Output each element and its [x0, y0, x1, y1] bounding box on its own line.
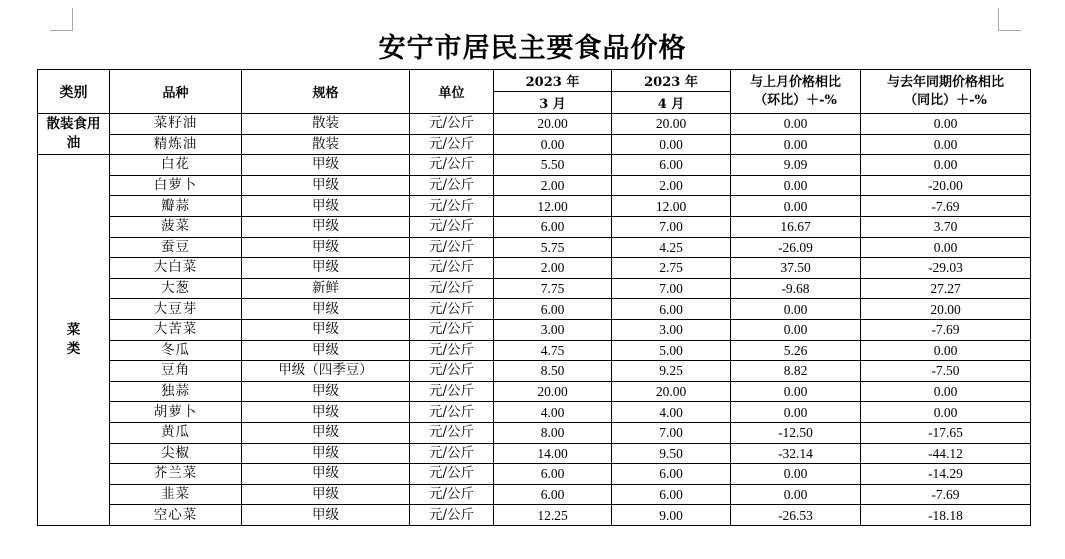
- variety-cell: 尖椒: [110, 443, 242, 464]
- yoy-change-cell: -20.00: [861, 175, 1031, 196]
- table-row: [38, 340, 1031, 361]
- yoy-change-cell: -7.50: [861, 361, 1031, 382]
- april-price-cell: 6.00: [612, 299, 731, 320]
- spec-cell: 甲级: [242, 258, 410, 279]
- yoy-change-cell: 0.00: [861, 237, 1031, 258]
- mom-change-cell: -26.09: [731, 237, 861, 258]
- unit-cell: 元/公斤: [410, 155, 494, 176]
- category-label-line2: 类: [66, 341, 81, 358]
- table-row: [38, 422, 1031, 443]
- march-price-cell: 6.00: [494, 464, 612, 485]
- unit-cell: 元/公斤: [410, 381, 494, 402]
- march-price-cell: 8.50: [494, 361, 612, 382]
- march-price-cell: 0.00: [494, 134, 612, 155]
- mom-change-cell: 0.00: [731, 175, 861, 196]
- march-price-cell: 12.00: [494, 196, 612, 217]
- variety-cell: 白萝卜: [110, 175, 242, 196]
- april-price-cell: 4.00: [612, 402, 731, 423]
- march-price-cell: 6.00: [494, 484, 612, 505]
- variety-cell: 豆角: [110, 361, 242, 382]
- table-row: [38, 443, 1031, 464]
- yoy-change-cell: -7.69: [861, 484, 1031, 505]
- yoy-change-cell: 0.00: [861, 134, 1031, 155]
- price-table: [37, 69, 1031, 526]
- april-price-cell: 7.00: [612, 422, 731, 443]
- unit-cell: 元/公斤: [410, 299, 494, 320]
- yoy-change-cell: 0.00: [861, 155, 1031, 176]
- march-price-cell: 2.00: [494, 175, 612, 196]
- variety-cell: 白花: [110, 155, 242, 176]
- table-row: [38, 299, 1031, 320]
- spec-cell: 甲级: [242, 299, 410, 320]
- april-price-cell: 6.00: [612, 155, 731, 176]
- header-mom-line1: 与上月价格相比: [749, 74, 841, 90]
- spec-cell: 甲级: [242, 155, 410, 176]
- table-row: [38, 134, 1031, 155]
- table-row: [38, 319, 1031, 340]
- april-price-cell: 20.00: [612, 114, 731, 135]
- unit-cell: 元/公斤: [410, 505, 494, 526]
- variety-cell: 独蒜: [110, 381, 242, 402]
- mom-change-cell: 9.09: [731, 155, 861, 176]
- spec-cell: 甲级: [242, 175, 410, 196]
- table-row: [38, 175, 1031, 196]
- unit-cell: 元/公斤: [410, 216, 494, 237]
- unit-cell: 元/公斤: [410, 114, 494, 135]
- mom-change-cell: 5.26: [731, 340, 861, 361]
- variety-cell: 大豆芽: [110, 299, 242, 320]
- yoy-change-cell: -14.29: [861, 464, 1031, 485]
- variety-cell: 黄瓜: [110, 422, 242, 443]
- spec-cell: 散装: [242, 114, 410, 135]
- april-price-cell: 5.00: [612, 340, 731, 361]
- unit-cell: 元/公斤: [410, 134, 494, 155]
- mom-change-cell: 8.82: [731, 361, 861, 382]
- table-row: [38, 258, 1031, 279]
- march-price-cell: 5.50: [494, 155, 612, 176]
- header-yoy-line1: 与去年同期价格相比: [886, 74, 1004, 90]
- header-unit: 单位: [410, 70, 494, 114]
- variety-cell: 大苦菜: [110, 319, 242, 340]
- header-mom-line2: （环比）＋-%: [754, 92, 837, 108]
- march-price-cell: 12.25: [494, 505, 612, 526]
- april-price-cell: 9.50: [612, 443, 731, 464]
- header-year-march: 2023 年: [494, 70, 612, 92]
- march-price-cell: 6.00: [494, 216, 612, 237]
- table-row: [38, 381, 1031, 402]
- mom-change-cell: -26.53: [731, 505, 861, 526]
- header-variety: 品种: [110, 70, 242, 114]
- table-row: [38, 505, 1031, 526]
- march-price-cell: 4.75: [494, 340, 612, 361]
- unit-cell: 元/公斤: [410, 237, 494, 258]
- march-price-cell: 6.00: [494, 299, 612, 320]
- variety-cell: 芥兰菜: [110, 464, 242, 485]
- mom-change-cell: 0.00: [731, 319, 861, 340]
- yoy-change-cell: 0.00: [861, 114, 1031, 135]
- unit-cell: 元/公斤: [410, 422, 494, 443]
- table-row: [38, 402, 1031, 423]
- spec-cell: 甲级: [242, 422, 410, 443]
- unit-cell: 元/公斤: [410, 464, 494, 485]
- crop-mark-top-right: [998, 8, 1021, 31]
- spec-cell: 甲级: [242, 505, 410, 526]
- category-label-line1: 散装食用: [46, 116, 101, 133]
- variety-cell: 菜籽油: [110, 114, 242, 135]
- spec-cell: 甲级: [242, 484, 410, 505]
- variety-cell: 大葱: [110, 278, 242, 299]
- table-row: [38, 484, 1031, 505]
- april-price-cell: 2.75: [612, 258, 731, 279]
- variety-cell: 冬瓜: [110, 340, 242, 361]
- spec-cell: 甲级: [242, 340, 410, 361]
- yoy-change-cell: -7.69: [861, 319, 1031, 340]
- mom-change-cell: -32.14: [731, 443, 861, 464]
- yoy-change-cell: -44.12: [861, 443, 1031, 464]
- mom-change-cell: 37.50: [731, 258, 861, 279]
- table-row: [38, 278, 1031, 299]
- mom-change-cell: -9.68: [731, 278, 861, 299]
- march-price-cell: 20.00: [494, 381, 612, 402]
- april-price-cell: 0.00: [612, 134, 731, 155]
- header-yoy: [861, 70, 1031, 114]
- category-cell: [38, 114, 110, 155]
- march-price-cell: 14.00: [494, 443, 612, 464]
- april-price-cell: 4.25: [612, 237, 731, 258]
- march-price-cell: 2.00: [494, 258, 612, 279]
- table-row: [38, 237, 1031, 258]
- mom-change-cell: 0.00: [731, 484, 861, 505]
- variety-cell: 大白菜: [110, 258, 242, 279]
- april-price-cell: 7.00: [612, 216, 731, 237]
- variety-cell: 胡萝卜: [110, 402, 242, 423]
- yoy-change-cell: 20.00: [861, 299, 1031, 320]
- unit-cell: 元/公斤: [410, 319, 494, 340]
- yoy-change-cell: -29.03: [861, 258, 1031, 279]
- yoy-change-cell: 0.00: [861, 402, 1031, 423]
- unit-cell: 元/公斤: [410, 402, 494, 423]
- variety-cell: 韭菜: [110, 484, 242, 505]
- march-price-cell: 20.00: [494, 114, 612, 135]
- category-label-line1: 菜: [66, 322, 81, 339]
- april-price-cell: 9.25: [612, 361, 731, 382]
- march-price-cell: 4.00: [494, 402, 612, 423]
- table-row: [38, 114, 1031, 135]
- spec-cell: 甲级: [242, 319, 410, 340]
- spec-cell: 甲级: [242, 443, 410, 464]
- unit-cell: 元/公斤: [410, 196, 494, 217]
- spec-cell: 散装: [242, 134, 410, 155]
- table-row: [38, 464, 1031, 485]
- category-cell: [38, 155, 110, 526]
- spec-cell: 新鲜: [242, 278, 410, 299]
- unit-cell: 元/公斤: [410, 443, 494, 464]
- april-price-cell: 2.00: [612, 175, 731, 196]
- header-category: 类别: [38, 70, 110, 114]
- crop-mark-top-left: [50, 8, 73, 31]
- variety-cell: 菠菜: [110, 216, 242, 237]
- spec-cell: 甲级: [242, 216, 410, 237]
- spec-cell: 甲级: [242, 237, 410, 258]
- table-row: [38, 155, 1031, 176]
- table-row: [38, 196, 1031, 217]
- yoy-change-cell: 3.70: [861, 216, 1031, 237]
- mom-change-cell: 0.00: [731, 402, 861, 423]
- mom-change-cell: 0.00: [731, 299, 861, 320]
- unit-cell: 元/公斤: [410, 258, 494, 279]
- variety-cell: 蚕豆: [110, 237, 242, 258]
- header-yoy-line2: （同比）＋-%: [904, 92, 987, 108]
- yoy-change-cell: 27.27: [861, 278, 1031, 299]
- table-row: [38, 361, 1031, 382]
- yoy-change-cell: 0.00: [861, 381, 1031, 402]
- march-price-cell: 8.00: [494, 422, 612, 443]
- spec-cell: 甲级: [242, 402, 410, 423]
- variety-cell: 空心菜: [110, 505, 242, 526]
- april-price-cell: 9.00: [612, 505, 731, 526]
- header-month-march: 3 月: [494, 92, 612, 114]
- spec-cell: 甲级: [242, 464, 410, 485]
- mom-change-cell: 0.00: [731, 134, 861, 155]
- header-month-april: 4 月: [612, 92, 731, 114]
- yoy-change-cell: -7.69: [861, 196, 1031, 217]
- category-label-line2: 油: [66, 135, 81, 152]
- unit-cell: 元/公斤: [410, 484, 494, 505]
- april-price-cell: 12.00: [612, 196, 731, 217]
- mom-change-cell: 0.00: [731, 196, 861, 217]
- spec-cell: 甲级: [242, 381, 410, 402]
- document-title: 安宁市居民主要食品价格: [378, 33, 687, 64]
- spec-cell: 甲级（四季豆）: [242, 361, 410, 382]
- march-price-cell: 5.75: [494, 237, 612, 258]
- header-year-april: 2023 年: [612, 70, 731, 92]
- mom-change-cell: 16.67: [731, 216, 861, 237]
- variety-cell: 精炼油: [110, 134, 242, 155]
- april-price-cell: 6.00: [612, 464, 731, 485]
- yoy-change-cell: 0.00: [861, 340, 1031, 361]
- april-price-cell: 6.00: [612, 484, 731, 505]
- march-price-cell: 3.00: [494, 319, 612, 340]
- spec-cell: 甲级: [242, 196, 410, 217]
- unit-cell: 元/公斤: [410, 175, 494, 196]
- mom-change-cell: 0.00: [731, 464, 861, 485]
- march-price-cell: 7.75: [494, 278, 612, 299]
- mom-change-cell: 0.00: [731, 381, 861, 402]
- unit-cell: 元/公斤: [410, 278, 494, 299]
- variety-cell: 瓣蒜: [110, 196, 242, 217]
- header-spec: 规格: [242, 70, 410, 114]
- table-row: [38, 216, 1031, 237]
- april-price-cell: 7.00: [612, 278, 731, 299]
- yoy-change-cell: -18.18: [861, 505, 1031, 526]
- unit-cell: 元/公斤: [410, 361, 494, 382]
- april-price-cell: 20.00: [612, 381, 731, 402]
- mom-change-cell: 0.00: [731, 114, 861, 135]
- april-price-cell: 3.00: [612, 319, 731, 340]
- yoy-change-cell: -17.65: [861, 422, 1031, 443]
- header-row-1: [38, 70, 1031, 92]
- unit-cell: 元/公斤: [410, 340, 494, 361]
- header-mom: [731, 70, 861, 114]
- mom-change-cell: -12.50: [731, 422, 861, 443]
